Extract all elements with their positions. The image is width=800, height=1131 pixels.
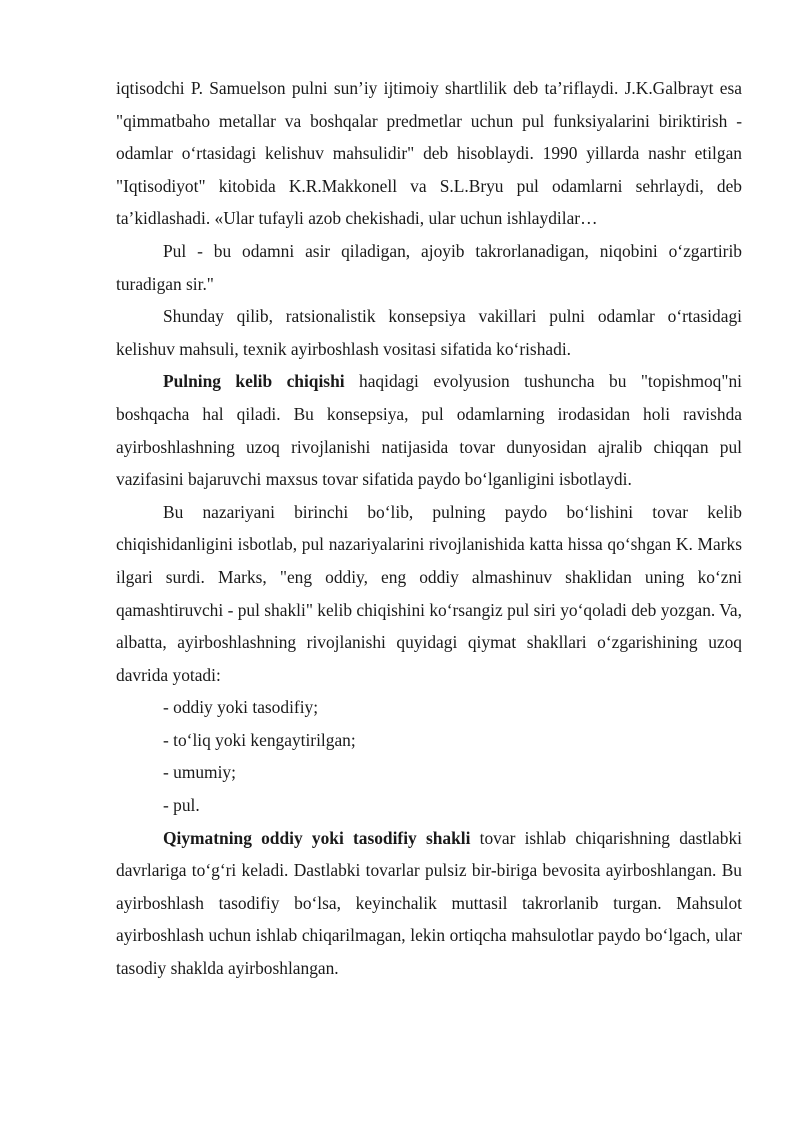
list-item: - umumiy; bbox=[163, 762, 236, 783]
paragraph-qiymat-shakli bbox=[116, 822, 742, 985]
paragraph-ratsionalistik: Shunday qilib, ratsionalistik konsepsiya vakillari pulni odamlar o‘rtasidagi kelishuv mahsuli, texnik ayirboshlash vositasi sifatida ko‘rishadi. bbox=[116, 306, 742, 359]
list-item: - to‘liq yoki kengaytirilgan; bbox=[163, 729, 356, 750]
paragraph-evolyusion bbox=[116, 365, 742, 495]
heading-qiymatning-oddiy-shakli: Qiymatning oddiy yoki tasodifiy shakli bbox=[163, 827, 471, 848]
paragraph-pul-sir: Pul - bu odamni asir qiladigan, ajoyib takrorlanadigan, niqobini o‘zgartirib turadigan sir." bbox=[116, 240, 742, 294]
paragraph-marks: Bu nazariyani birinchi bo‘lib, pulning paydo bo‘lishini tovar kelib chiqishidanligini isbotlab, pul nazariyalarini rivojlanishida katta hissa qo‘shgan K. Marks ilgari surdi. Marks, "eng oddiy, eng oddiy almashinuv shaklidan uning ko‘zni qamashtiruvchi - pul shakli" kelib chiqishini ko‘rsangiz pul siri yo‘qoladi deb yozgan. Va, albatta, ayirboshlashning rivojlanishi quyidagi qiymat shakllari o‘zgarishining uzoq davrida yotadi: bbox=[116, 501, 742, 685]
paragraph-evolyusion-text: haqidagi evolyusion tushuncha bu "topishmoq"ni boshqacha hal qiladi. Bu konsepsiya, pul odamlarning irodasidan holi ravishda ayirboshlashning uzoq rivojlanishi natijasida tovar dunyosidan ajralib chiqqan pul vazifasini bajaruvchi maxsus tovar sifatida paydo bo‘lganligini isbotlaydi. bbox=[116, 371, 742, 490]
list-item: - oddiy yoki tasodifiy; bbox=[163, 697, 319, 718]
heading-pulning-kelib-chiqishi: Pulning kelib chiqishi bbox=[163, 371, 345, 392]
document-page bbox=[116, 72, 742, 985]
list-item: - pul. bbox=[163, 795, 200, 816]
paragraph-samuelson: iqtisodchi P. Samuelson pulni sun’iy ijtimoiy shartlilik deb ta’riflaydi. J.K.Galbrayt esa "qimmatbaho metallar va boshqalar predmetlar uchun pul funksiyalarini biriktirish - odamlar o‘rtasidagi kelishuv mahsulidir" deb hisoblaydi. 1990 yillarda nashr etilgan "Iqtisodiyot" kitobida K.R.Makkonell va S.L.Bryu pul odamlarni sehrlaydi, deb ta’kidlashadi. «Ular tufayli azob chekishadi, ular uchun ishlaydilar… bbox=[116, 78, 742, 229]
paragraph-qiymat-shakli-text: tovar ishlab chiqarishning dastlabki davrlariga to‘g‘ri keladi. Dastlabki tovarlar pulsiz bir-biriga bevosita ayirboshlangan. Bu ayirboshlash tasodifiy bo‘lsa, keyinchalik muttasil takrorlanib turgan. Mahsulot ayirboshlash uchun ishlab chiqarilmagan, lekin ortiqcha mahsulotlar paydo bo‘lgach, ular tasodiy shaklda ayirboshlangan. bbox=[116, 827, 742, 979]
